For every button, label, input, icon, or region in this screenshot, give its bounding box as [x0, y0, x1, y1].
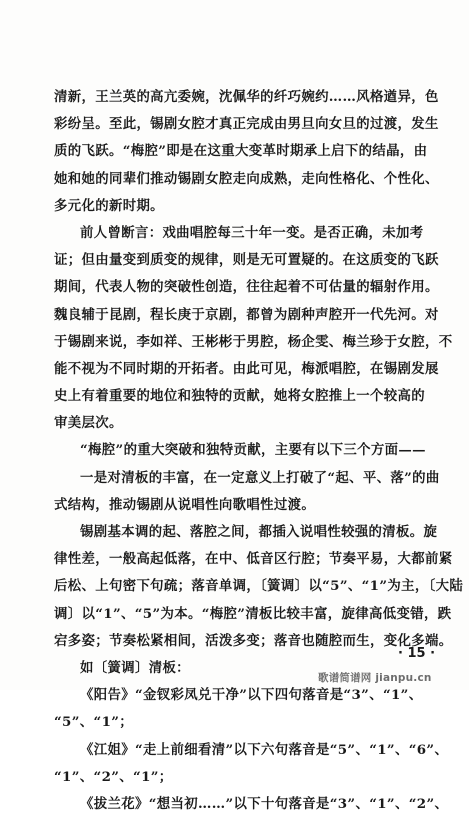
- text-line: “1”、“2”、“1”；: [54, 768, 173, 785]
- text-line: 如〔簧调〕清板：: [80, 659, 190, 676]
- text-line: 锡剧基本调的起、落腔之间，都插入说唱性较强的清板。旋: [80, 524, 438, 540]
- text-line: 清新，王兰英的高亢委婉，沈佩华的纤巧婉约……风格遒异，色: [54, 89, 439, 105]
- text-line: 审美层次。: [54, 415, 123, 432]
- text-line: 式结构，推动锡剧从说唱性向歌唱性过渡。: [54, 496, 316, 513]
- text-line: 调〕以“1”、“5”为本。“梅腔”清板比较丰富，旋律高低变错，跌: [54, 605, 452, 622]
- text-line: 能不视为不同时期的开拓者。由此可见，梅派唱腔，在锡剧发展: [54, 360, 439, 377]
- text-line: “5”、“1”；: [54, 714, 134, 731]
- text-line: 于锡剧来说，李如祥、王彬彬于男腔，杨企雯、梅兰珍于女腔，不: [54, 333, 453, 350]
- text-line: 多元化的新时期。: [54, 197, 164, 214]
- text-line: 质的飞跃。“梅腔”即是在这重大变革时期承上启下的结晶，由: [54, 143, 428, 160]
- text-line: 《江姐》“走上前细看清”以下六句落音是“5”、“1”、“6”、: [80, 741, 449, 758]
- text-line: 证；但由量变到质变的规律，则是无可置疑的。在这质变的飞跃: [54, 252, 439, 269]
- text-line: 律性差，一般高起低落，在中、低音区行腔；节奏平易，大都前紧: [54, 551, 453, 568]
- text-line: 《拔兰花》“想当初……”以下十句落音是“3”、“1”、“2”、: [80, 795, 449, 812]
- watermark: 歌谱简谱网 jianpu.cn: [318, 672, 432, 684]
- text-line: 《阳告》“金钗彩凤兑干净”以下四句落音是“3”、“1”、: [80, 687, 423, 704]
- text-line: 一是对清板的丰富，在一定意义上打破了“起、平、落”的曲: [80, 469, 440, 486]
- text-line: 宕多姿；节奏松紧相间，活泼多变；落音也随腔而生，变化多端。: [54, 632, 453, 649]
- text-line: 彩纷呈。至此，锡剧女腔才真正完成由男旦向女旦的过渡，发生: [54, 116, 439, 133]
- text-line: 她和她的同辈们推动锡剧女腔走向成熟，走向性格化、个性化、: [54, 170, 439, 187]
- text-line: 期间，代表人物的突破性创造，往往起着不可估量的辐射作用。: [54, 279, 439, 296]
- body-text: [54, 84, 464, 818]
- text-line: 魏良辅于昆剧，程长庚于京剧，都曾为剧种声腔开一代先河。对: [54, 306, 439, 323]
- text-line: 后松、上句密下句疏；落音单调，〔簧调〕以“5”、“1”为主，〔大陆: [54, 578, 464, 595]
- page-number: · 15 ·: [398, 646, 436, 661]
- text-line: 前人曾断言：戏曲唱腔每三十年一变。是否正确，未加考: [80, 224, 424, 241]
- text-line: “梅腔”的重大突破和独特贡献，主要有以下三个方面——: [80, 442, 426, 459]
- text-line: 史上有着重要的地位和独特的贡献，她将女腔推上一个较高的: [54, 388, 425, 405]
